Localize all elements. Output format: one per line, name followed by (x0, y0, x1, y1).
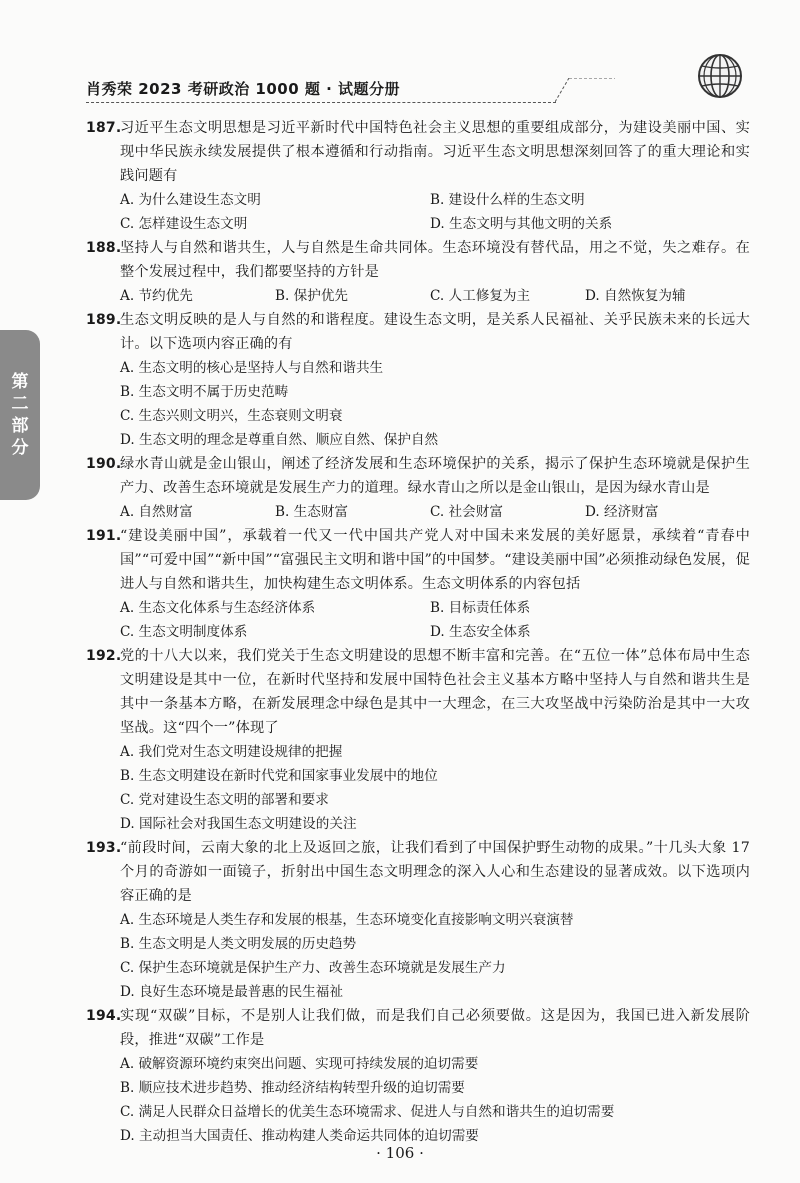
question-stem: “建设美丽中国”，承载着一代又一代中国共产党人对中国未来发展的美好愿景，承续着“青春中国”“可爱中国”“新中国”“富强民主文明和谐中国”的中国梦。“建设美丽中国”必须推动绿色发展，促进人与自然和谐共生，加快构建生态文明体系。生态文明体系的内容包括 (120, 528, 750, 592)
answer-option: C. 社会财富 (430, 504, 503, 520)
question-item (86, 644, 750, 836)
answer-option: D. 生态安全体系 (430, 624, 531, 640)
question-stem: 习近平生态文明思想是习近平新时代中国特色社会主义思想的重要组成部分，为建设美丽中国、实现中华民族永续发展提供了根本遵循和行动指南。习近平生态文明思想深刻回答了的重大理论和实践问题有 (120, 120, 750, 184)
page-header (86, 72, 726, 106)
answer-option: B. 保护优先 (275, 288, 349, 304)
side-tab-char: 第 (11, 372, 29, 392)
question-item (86, 452, 750, 524)
question-stem: 实现“双碳”目标，不是别人让我们做，而是我们自己必须要做。这是因为，我国已进入新发展阶段，推进“双碳”工作是 (120, 1008, 750, 1048)
question-item (86, 116, 750, 236)
answer-option: B. 建设什么样的生态文明 (430, 192, 585, 208)
answer-option: D. 生态文明的理念是尊重自然、顺应自然、保护自然 (120, 432, 439, 448)
question-stem: 绿水青山就是金山银山，阐述了经济发展和生态环境保护的关系，揭示了保护生态环境就是保护生产力、改善生态环境就是发展生产力的道理。绿水青山之所以是金山银山，是因为绿水青山是 (120, 456, 750, 496)
side-tab-char: 部 (11, 416, 29, 436)
option-list (86, 284, 750, 308)
question-stem: 生态文明反映的是人与自然的和谐程度。建设生态文明，是关系人民福祉、关乎民族未来的长远大计。以下选项内容正确的有 (120, 312, 750, 352)
option-list (86, 1052, 750, 1148)
question-stem-block (86, 452, 750, 500)
option-list (86, 740, 750, 836)
question-item (86, 236, 750, 308)
answer-option: B. 生态文明建设在新时代党和国家事业发展中的地位 (120, 768, 438, 784)
question-number: 189. (86, 312, 122, 328)
answer-option: C. 党对建设生态文明的部署和要求 (120, 792, 329, 808)
option-list (86, 908, 750, 1004)
question-number: 194. (86, 1008, 122, 1024)
question-stem-block (86, 236, 750, 284)
side-tab-char: 分 (11, 438, 29, 458)
question-item (86, 524, 750, 644)
answer-option: D. 生态文明与其他文明的关系 (430, 216, 613, 232)
answer-option: C. 满足人民群众日益增长的优美生态环境需求、促进人与自然和谐共生的迫切需要 (120, 1104, 615, 1120)
question-number: 190. (86, 456, 122, 472)
option-list (86, 188, 750, 236)
question-stem: 党的十八大以来，我们党关于生态文明建设的思想不断丰富和完善。在“五位一体”总体布局中生态文明建设是其中一位，在新时代坚持和发展中国特色社会主义基本方略中坚持人与自然和谐共生是其中一条基本方略，在新发展理念中绿色是其中一大理念，在三大攻坚战中污染防治是其中一大攻坚战。这“四个一”体现了 (120, 648, 750, 736)
question-item (86, 1004, 750, 1148)
question-stem-block (86, 524, 750, 596)
question-number: 188. (86, 240, 122, 256)
header-divider (86, 102, 556, 103)
answer-option: A. 我们党对生态文明建设规律的把握 (120, 744, 343, 760)
question-list (86, 116, 750, 1148)
globe-logo-icon (696, 52, 744, 100)
answer-option: B. 顺应技术进步趋势、推动经济结构转型升级的迫切需要 (120, 1080, 465, 1096)
answer-option: A. 生态环境是人类生存和发展的根基，生态环境变化直接影响文明兴衰演替 (120, 912, 574, 928)
answer-option: D. 经济财富 (585, 504, 659, 520)
answer-option: C. 生态文明制度体系 (120, 624, 248, 640)
answer-option: A. 生态文化体系与生态经济体系 (120, 600, 316, 616)
question-stem: “前段时间，云南大象的北上及返回之旅，让我们看到了中国保护野生动物的成果。”十几头大象 17 个月的奇游如一面镜子，折射出中国生态文明理念的深入人心和生态建设的显著成效。以下选项内容正确的是 (120, 840, 750, 904)
question-number: 193. (86, 840, 122, 856)
answer-option: B. 生态文明是人类文明发展的历史趋势 (120, 936, 357, 952)
answer-option: D. 国际社会对我国生态文明建设的关注 (120, 816, 357, 832)
header-title: 肖秀荣 2023 考研政治 1000 题 · 试题分册 (86, 80, 401, 98)
question-number: 191. (86, 528, 122, 544)
question-stem-block (86, 644, 750, 740)
option-list (86, 596, 750, 644)
answer-option: A. 自然财富 (120, 504, 193, 520)
question-stem-block (86, 836, 750, 908)
answer-option: A. 节约优先 (120, 288, 193, 304)
question-stem-block (86, 1004, 750, 1052)
question-item (86, 836, 750, 1004)
part-side-tab (0, 330, 40, 500)
question-number: 192. (86, 648, 122, 664)
option-list (86, 356, 750, 452)
answer-option: C. 怎样建设生态文明 (120, 216, 248, 232)
answer-option: D. 自然恢复为辅 (585, 288, 686, 304)
answer-option: D. 良好生态环境是最普惠的民生福祉 (120, 984, 343, 1000)
answer-option: A. 为什么建设生态文明 (120, 192, 261, 208)
answer-option: B. 生态财富 (275, 504, 349, 520)
side-tab-char: 二 (11, 394, 29, 414)
question-stem-block (86, 308, 750, 356)
header-slant-line (555, 78, 615, 102)
question-item (86, 308, 750, 452)
answer-option: C. 人工修复为主 (430, 288, 531, 304)
answer-option: C. 保护生态环境就是保护生产力、改善生态环境就是发展生产力 (120, 960, 506, 976)
answer-option: D. 主动担当大国责任、推动构建人类命运共同体的迫切需要 (120, 1128, 479, 1144)
option-list (86, 500, 750, 524)
answer-option: B. 目标责任体系 (430, 600, 531, 616)
answer-option: A. 生态文明的核心是坚持人与自然和谐共生 (120, 360, 384, 376)
answer-option: A. 破解资源环境约束突出问题、实现可持续发展的迫切需要 (120, 1056, 479, 1072)
question-stem: 坚持人与自然和谐共生，人与自然是生命共同体。生态环境没有替代品，用之不觉，失之难存。在整个发展过程中，我们都要坚持的方针是 (120, 240, 750, 280)
answer-option: B. 生态文明不属于历史范畴 (120, 384, 289, 400)
page-number: · 106 · (376, 1144, 424, 1162)
answer-option: C. 生态兴则文明兴，生态衰则文明衰 (120, 408, 343, 424)
question-stem-block (86, 116, 750, 188)
question-number: 187. (86, 120, 122, 136)
